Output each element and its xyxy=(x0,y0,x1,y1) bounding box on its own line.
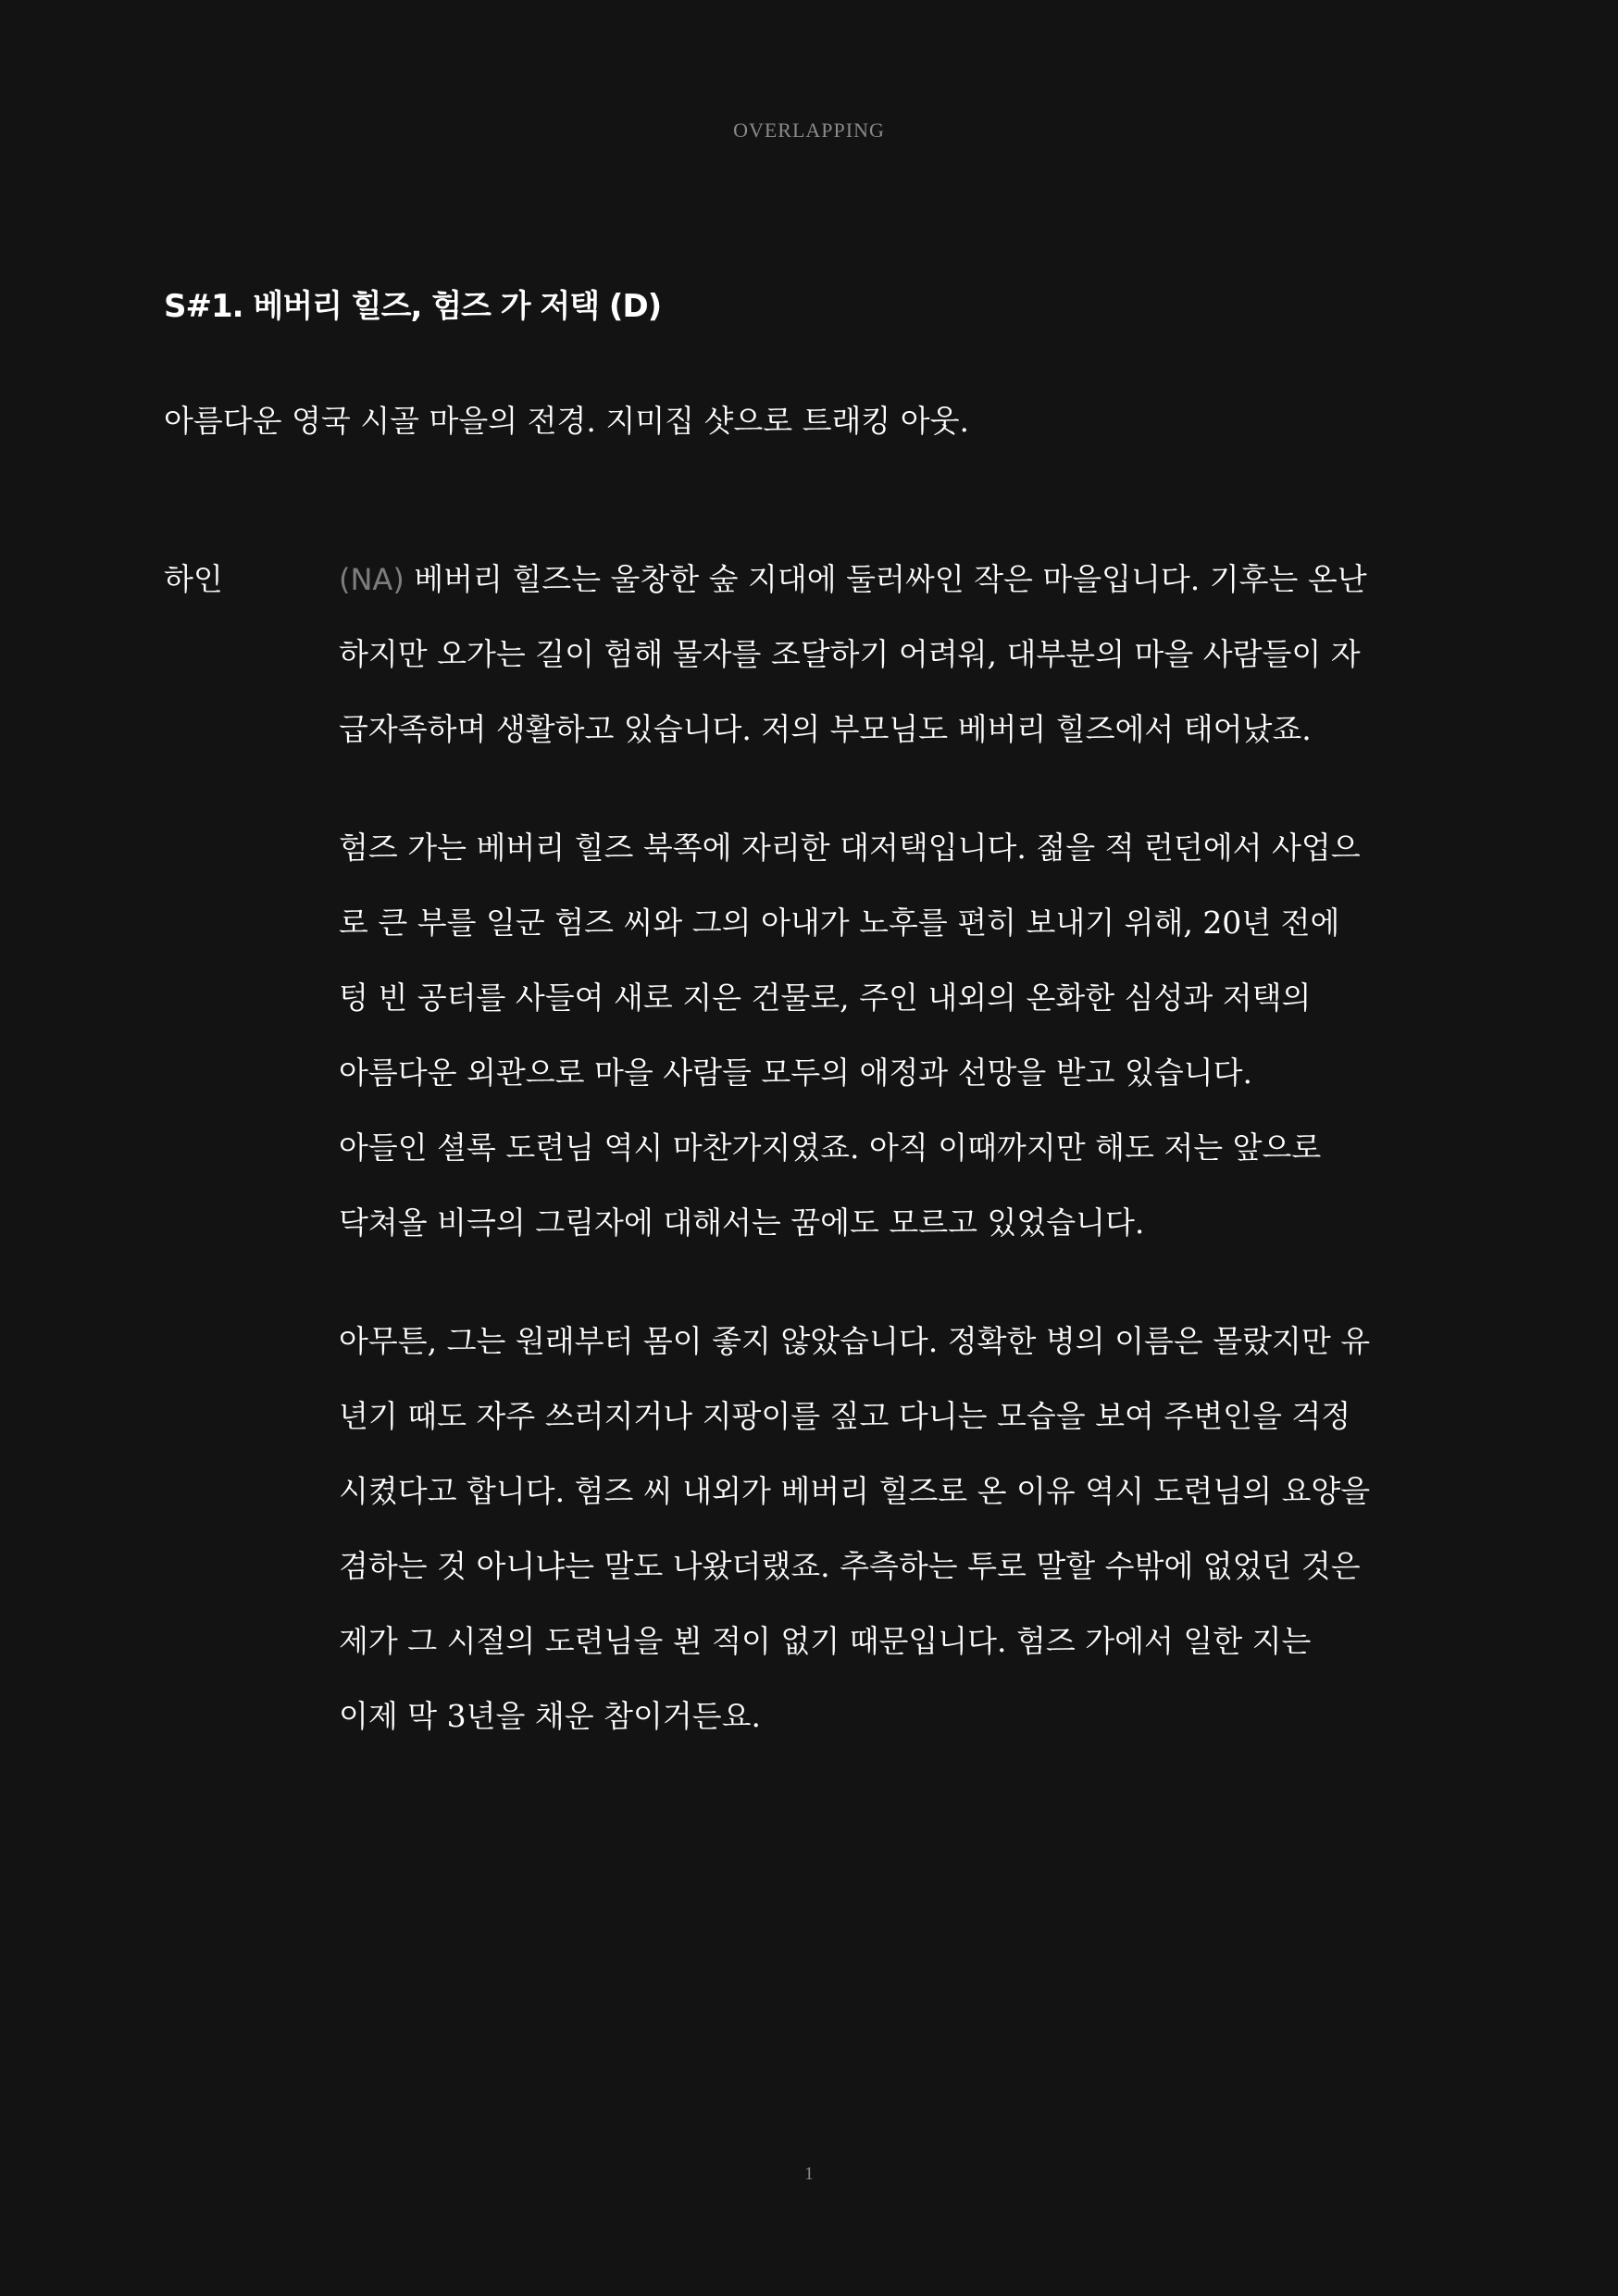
scene-heading: S#1. 베버리 힐즈, 험즈 가 저택 (D) xyxy=(164,288,662,325)
dialogue-line: 아무튼, 그는 원래부터 몸이 좋지 않았습니다. 정확한 병의 이름은 몰랐지만 유 xyxy=(339,1323,1371,1359)
dialogue-line: 텅 빈 공터를 사들여 새로 지은 건물로, 주인 내외의 온화한 심성과 저택의 xyxy=(339,980,1312,1016)
dialogue-line: 아름다운 외관으로 마을 사람들 모두의 애정과 선망을 받고 있습니다. xyxy=(339,1054,1252,1091)
dialogue-line: 하지만 오가는 길이 험해 물자를 조달하기 어려워, 대부분의 마을 사람들이 자 xyxy=(339,636,1361,672)
dialogue-line: 아들인 셜록 도련님 역시 마찬가지였죠. 아직 이때까지만 해도 저는 앞으로 xyxy=(339,1129,1322,1166)
dialogue-text xyxy=(339,556,1496,1768)
dialogue-line: 험즈 가는 베버리 힐즈 북쪽에 자리한 대저택입니다. 젊을 적 런던에서 사업으 xyxy=(339,830,1361,866)
dialogue-line: 제가 그 시절의 도련님을 뵌 적이 없기 때문입니다. 험즈 가에서 일한 지는 xyxy=(339,1623,1312,1659)
dialogue-line: 겸하는 것 아니냐는 말도 나왔더랬죠. 추측하는 투로 말할 수밖에 없었던 것은 xyxy=(339,1548,1361,1584)
scene-action: 아름다운 영국 시골 마을의 전경. 지미집 샷으로 트래킹 아웃. xyxy=(164,403,969,439)
parenthetical: (NA) xyxy=(339,562,404,597)
dialogue-line: 로 큰 부를 일군 험즈 씨와 그의 아내가 노후를 편히 보내기 위해, 20년 전에 xyxy=(339,905,1340,941)
dialogue-line xyxy=(339,556,1496,631)
dialogue-line: 년기 때도 자주 쓰러지거나 지팡이를 짚고 다니는 모습을 보여 주변인을 걱정 xyxy=(339,1398,1351,1434)
dialogue-line-text: 베버리 힐즈는 울창한 숲 지대에 둘러싸인 작은 마을입니다. 기후는 온난 xyxy=(414,561,1367,597)
document-header: OVERLAPPING xyxy=(733,119,885,142)
dialogue-line: 급자족하며 생활하고 있습니다. 저의 부모님도 베버리 힐즈에서 태어났죠. xyxy=(339,711,1312,747)
page-number: 1 xyxy=(804,2164,814,2184)
character-name: 하인 xyxy=(164,561,223,597)
dialogue-line: 시켰다고 합니다. 험즈 씨 내외가 베버리 힐즈로 온 이유 역시 도련님의 요양을 xyxy=(339,1473,1371,1509)
dialogue-line: 닥쳐올 비극의 그림자에 대해서는 꿈에도 모르고 있었습니다. xyxy=(339,1204,1145,1241)
dialogue-line: 이제 막 3년을 채운 참이거든요. xyxy=(339,1698,761,1734)
